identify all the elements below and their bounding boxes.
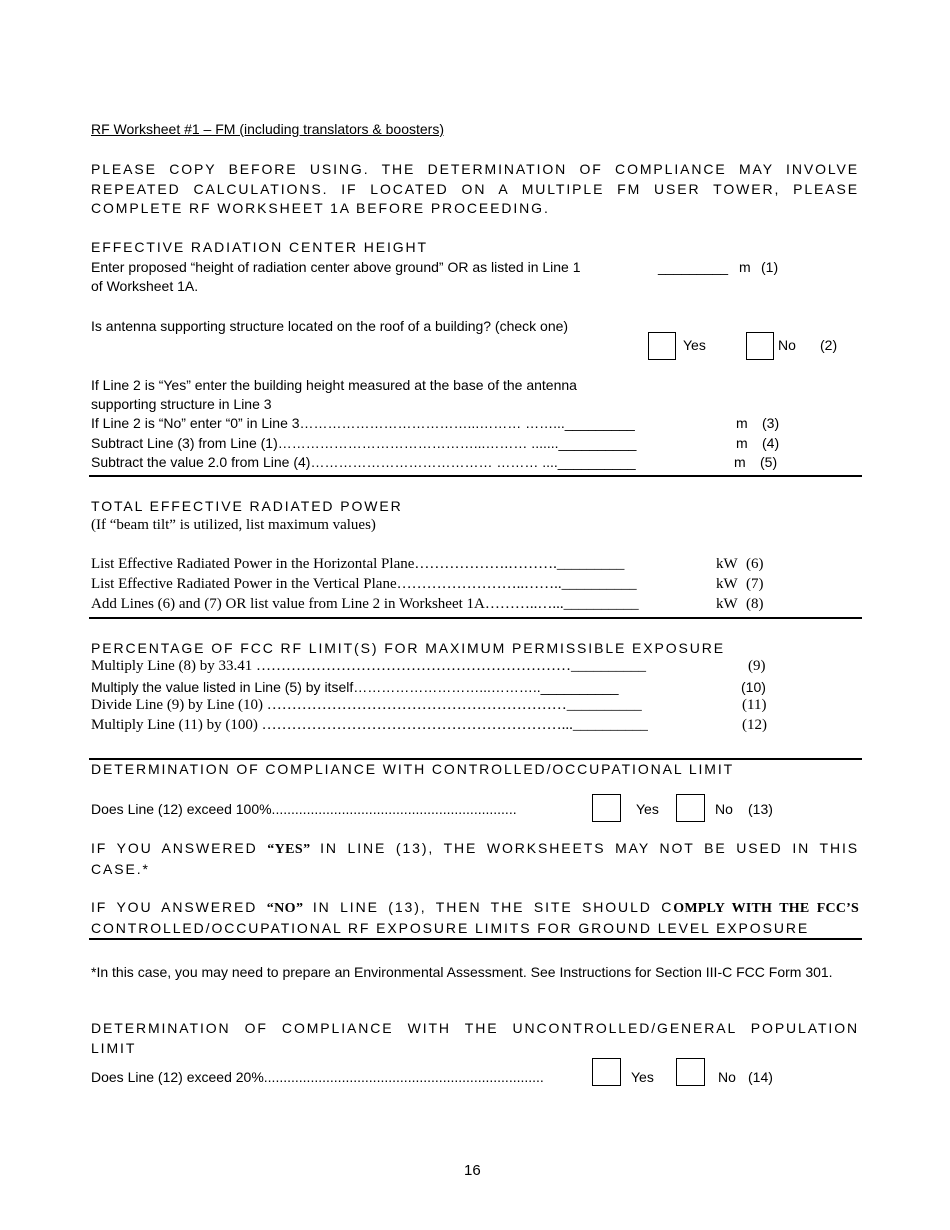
line5-number: (5) — [760, 454, 778, 470]
line8-number: (8) — [746, 596, 764, 612]
line7-number: (7) — [746, 576, 764, 592]
q13-no-label: No — [715, 801, 733, 817]
line8-unit: kW — [716, 596, 738, 612]
line1-input[interactable]: _________ — [658, 259, 729, 275]
q13-no-checkbox[interactable] — [676, 794, 705, 822]
line7-input-row[interactable]: List Effective Radiated Power in the Vertical Plane……………………..……..__________ — [91, 576, 637, 592]
terp-subheading: (If “beam tilt” is utilized, list maximum values) — [91, 517, 376, 533]
no-guidance-mid: IN LINE (13), THEN THE SITE SHOULD C — [312, 899, 674, 915]
q14-yes-label: Yes — [631, 1069, 654, 1085]
line11-number: (11) — [742, 697, 767, 713]
line7-unit: kW — [716, 576, 738, 592]
q13-yes-label: Yes — [636, 801, 659, 817]
line3-unit: m — [736, 415, 748, 431]
q2-yes-label: Yes — [683, 337, 706, 353]
line6-number: (6) — [746, 556, 764, 572]
section-divider — [89, 758, 862, 760]
line1-unit: m — [739, 259, 751, 275]
line4-unit: m — [736, 435, 748, 451]
line9-input-row[interactable]: Multiply Line (8) by 33.41 ………………………………………………………__________ — [91, 658, 646, 674]
section-divider — [89, 617, 862, 619]
q14-no-checkbox[interactable] — [676, 1058, 705, 1086]
no-guidance-comply: OMPLY WITH THE FCC’S — [673, 901, 859, 916]
line6-unit: kW — [716, 556, 738, 572]
q14-yes-checkbox[interactable] — [592, 1058, 621, 1086]
q2-yes-checkbox[interactable] — [648, 332, 676, 360]
line12-number: (12) — [742, 717, 767, 733]
page-number: 16 — [464, 1162, 481, 1179]
line3-input-row[interactable]: If Line 2 is “No” enter “0” in Line 3………………………………...……… ……..._________ — [91, 415, 635, 431]
erch-heading: EFFECTIVE RADIATION CENTER HEIGHT — [91, 239, 429, 255]
q14-number: (14) — [748, 1069, 773, 1085]
uncontrolled-heading: DETERMINATION OF COMPLIANCE WITH THE UNCONTROLLED/GENERAL POPULATION LIMIT — [91, 1020, 859, 1056]
line1-number: (1) — [761, 259, 779, 275]
line3-text-cont: supporting structure in Line 3 — [91, 396, 272, 412]
line6-input-row[interactable]: List Effective Radiated Power in the Horizontal Plane……………….………._________ — [91, 556, 625, 572]
q2-number: (2) — [820, 337, 838, 353]
controlled-heading: DETERMINATION OF COMPLIANCE WITH CONTROLLED/OCCUPATIONAL LIMIT — [91, 761, 735, 777]
q2-no-label: No — [778, 337, 796, 353]
q13-number: (13) — [748, 801, 773, 817]
line11-input-row[interactable]: Divide Line (9) by Line (10) ……………………………………………………__________ — [91, 697, 642, 713]
line4-input-row[interactable]: Subtract Line (3) from Line (1)……………………………………...……… .......__________ — [91, 435, 637, 451]
line8-input-row[interactable]: Add Lines (6) and (7) OR list value from Line 2 in Worksheet 1A………..…...__________ — [91, 596, 639, 612]
line3-number: (3) — [762, 415, 780, 431]
yes-warning — [91, 839, 859, 879]
no-guidance-answer: “NO” — [266, 901, 304, 916]
q13-yes-checkbox[interactable] — [592, 794, 621, 822]
line10-input-row[interactable]: Multiply the value listed in Line (5) by itself………………………...………..__________ — [91, 679, 619, 695]
line3-text: If Line 2 is “Yes” enter the building height measured at the base of the antenna — [91, 377, 577, 393]
line1-text-cont: of Worksheet 1A. — [91, 278, 199, 294]
line5-unit: m — [734, 454, 746, 470]
q2-text: Is antenna supporting structure located on the roof of a building? (check one) — [91, 318, 569, 334]
section-divider — [89, 938, 862, 940]
no-guidance — [91, 898, 859, 938]
section-divider — [89, 475, 862, 477]
terp-heading: TOTAL EFFECTIVE RADIATED POWER — [91, 498, 403, 514]
q14-no-label: No — [718, 1069, 736, 1085]
environmental-footnote: *In this case, you may need to prepare an Environmental Assessment. See Instructions for Section III-C FCC Form 301. — [91, 964, 833, 980]
q2-no-checkbox[interactable] — [746, 332, 774, 360]
no-guidance-lead: IF YOU ANSWERED — [91, 899, 258, 915]
page-title: RF Worksheet #1 – FM (including translators & boosters) — [91, 121, 444, 137]
q13-text: Does Line (12) exceed 100%............................................................... — [91, 801, 517, 817]
copy-notice: PLEASE COPY BEFORE USING. THE DETERMINATION OF COMPLIANCE MAY INVOLVE REPEATED CALCULATIONS. IF LOCATED ON A MULTIPLE FM USER TOWER, PLEASE COMPLETE RF WORKSHEET 1A BEFORE PROCEEDING. — [91, 161, 859, 216]
yes-warning-rest: IN LINE (13), THE WORKSHEETS MAY NOT BE USED IN THIS CASE.* — [91, 840, 859, 877]
line1-text: Enter proposed “height of radiation center above ground” OR as listed in Line 1 — [91, 259, 581, 275]
yes-warning-lead: IF YOU ANSWERED — [91, 840, 258, 856]
line10-number: (10) — [741, 679, 766, 695]
line12-input-row[interactable]: Multiply Line (11) by (100) ……………………………………………………...__________ — [91, 717, 648, 733]
line5-input-row[interactable]: Subtract the value 2.0 from Line (4)………………………………… ……… ....__________ — [91, 454, 636, 470]
line4-number: (4) — [762, 435, 780, 451]
line9-number: (9) — [748, 658, 766, 674]
q14-text: Does Line (12) exceed 20%........................................................................ — [91, 1069, 544, 1085]
yes-warning-answer: “YES” — [267, 842, 311, 857]
no-guidance-rest: CONTROLLED/OCCUPATIONAL RF EXPOSURE LIMITS FOR GROUND LEVEL EXPOSURE — [91, 919, 810, 936]
pct-heading: PERCENTAGE OF FCC RF LIMIT(S) FOR MAXIMUM PERMISSIBLE EXPOSURE — [91, 640, 726, 656]
